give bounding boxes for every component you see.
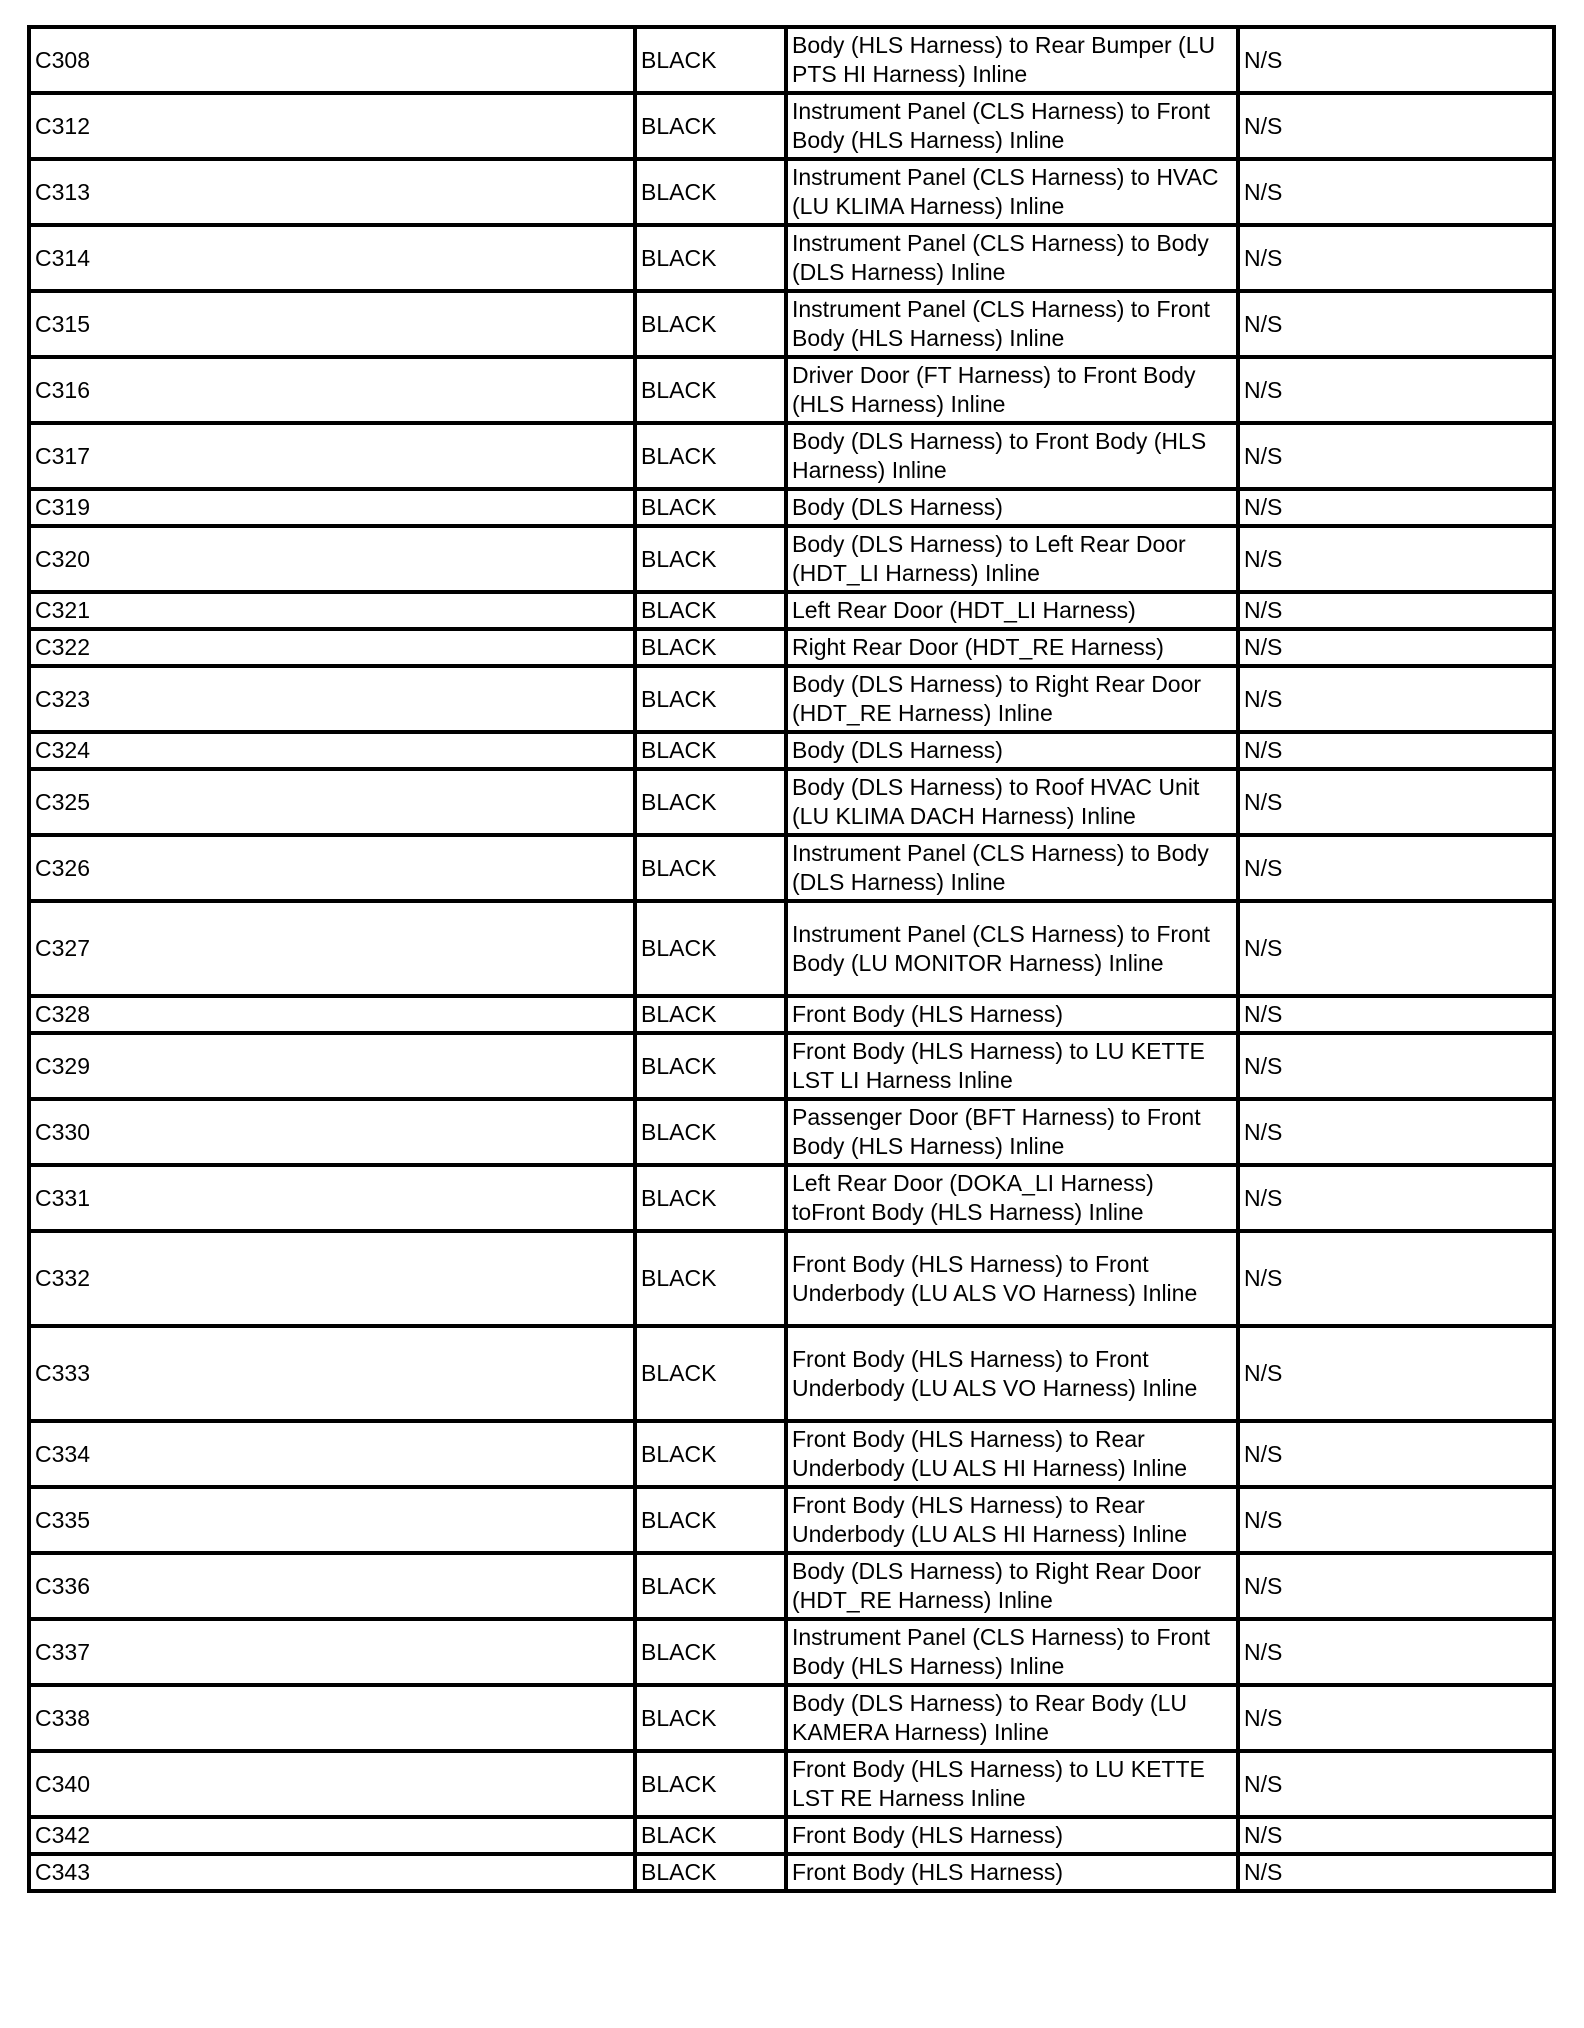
- connector-note-cell: N/S: [1238, 1619, 1554, 1685]
- connector-note-cell: N/S: [1238, 159, 1554, 225]
- table-row: [29, 732, 1554, 769]
- connector-description-cell: Front Body (HLS Harness) to Rear Underbody (LU ALS HI Harness) Inline: [786, 1487, 1238, 1553]
- connector-id-cell: C320: [29, 526, 635, 592]
- connector-note-cell: N/S: [1238, 1854, 1554, 1891]
- connector-description-cell: Front Body (HLS Harness) to Front Underbody (LU ALS VO Harness) Inline: [786, 1326, 1238, 1421]
- connector-description-cell: Body (DLS Harness): [786, 732, 1238, 769]
- connector-color-cell: BLACK: [635, 1685, 786, 1751]
- connector-color-cell: BLACK: [635, 27, 786, 93]
- connector-id-cell: C324: [29, 732, 635, 769]
- connector-id-cell: C325: [29, 769, 635, 835]
- connector-color-cell: BLACK: [635, 1487, 786, 1553]
- connector-id-cell: C317: [29, 423, 635, 489]
- connector-note-cell: N/S: [1238, 996, 1554, 1033]
- table-row: [29, 357, 1554, 423]
- connector-id-cell: C321: [29, 592, 635, 629]
- connector-id-cell: C342: [29, 1817, 635, 1854]
- connector-note-cell: N/S: [1238, 835, 1554, 901]
- connector-id-cell: C337: [29, 1619, 635, 1685]
- connector-note-cell: N/S: [1238, 526, 1554, 592]
- table-row: [29, 159, 1554, 225]
- connector-id-cell: C343: [29, 1854, 635, 1891]
- connector-color-cell: BLACK: [635, 629, 786, 666]
- connector-note-cell: N/S: [1238, 1165, 1554, 1231]
- table-row: [29, 1099, 1554, 1165]
- connector-note-cell: N/S: [1238, 1685, 1554, 1751]
- table-row: [29, 93, 1554, 159]
- connector-color-cell: BLACK: [635, 489, 786, 526]
- table-row: [29, 1685, 1554, 1751]
- connector-id-cell: C319: [29, 489, 635, 526]
- table-row: [29, 666, 1554, 732]
- connector-id-cell: C331: [29, 1165, 635, 1231]
- table-row: [29, 1421, 1554, 1487]
- table-row: [29, 1033, 1554, 1099]
- connector-id-cell: C313: [29, 159, 635, 225]
- connector-note-cell: N/S: [1238, 1487, 1554, 1553]
- connector-id-cell: C316: [29, 357, 635, 423]
- table-row: [29, 901, 1554, 996]
- connector-table-page: [27, 25, 1552, 1893]
- connector-note-cell: N/S: [1238, 357, 1554, 423]
- connector-description-cell: Left Rear Door (DOKA_LI Harness) toFront Body (HLS Harness) Inline: [786, 1165, 1238, 1231]
- connector-color-cell: BLACK: [635, 357, 786, 423]
- connector-id-cell: C327: [29, 901, 635, 996]
- table-row: [29, 835, 1554, 901]
- table-row: [29, 592, 1554, 629]
- connector-note-cell: N/S: [1238, 666, 1554, 732]
- connector-color-cell: BLACK: [635, 1817, 786, 1854]
- connector-note-cell: N/S: [1238, 1033, 1554, 1099]
- connector-description-cell: Front Body (HLS Harness) to Front Underbody (LU ALS VO Harness) Inline: [786, 1231, 1238, 1326]
- connector-table: [27, 25, 1556, 1893]
- connector-description-cell: Instrument Panel (CLS Harness) to Front Body (HLS Harness) Inline: [786, 291, 1238, 357]
- table-row: [29, 769, 1554, 835]
- table-row: [29, 1231, 1554, 1326]
- connector-id-cell: C333: [29, 1326, 635, 1421]
- connector-note-cell: N/S: [1238, 1751, 1554, 1817]
- connector-description-cell: Instrument Panel (CLS Harness) to HVAC (LU KLIMA Harness) Inline: [786, 159, 1238, 225]
- connector-note-cell: N/S: [1238, 901, 1554, 996]
- connector-color-cell: BLACK: [635, 1165, 786, 1231]
- connector-color-cell: BLACK: [635, 835, 786, 901]
- connector-id-cell: C322: [29, 629, 635, 666]
- connector-description-cell: Body (HLS Harness) to Rear Bumper (LU PTS HI Harness) Inline: [786, 27, 1238, 93]
- connector-id-cell: C334: [29, 1421, 635, 1487]
- connector-description-cell: Body (DLS Harness): [786, 489, 1238, 526]
- connector-note-cell: N/S: [1238, 225, 1554, 291]
- connector-note-cell: N/S: [1238, 1817, 1554, 1854]
- connector-color-cell: BLACK: [635, 1854, 786, 1891]
- connector-id-cell: C326: [29, 835, 635, 901]
- connector-color-cell: BLACK: [635, 159, 786, 225]
- connector-color-cell: BLACK: [635, 1231, 786, 1326]
- connector-description-cell: Body (DLS Harness) to Right Rear Door (HDT_RE Harness) Inline: [786, 1553, 1238, 1619]
- connector-color-cell: BLACK: [635, 1099, 786, 1165]
- connector-description-cell: Front Body (HLS Harness): [786, 996, 1238, 1033]
- connector-color-cell: BLACK: [635, 93, 786, 159]
- connector-color-cell: BLACK: [635, 901, 786, 996]
- connector-color-cell: BLACK: [635, 769, 786, 835]
- connector-description-cell: Left Rear Door (HDT_LI Harness): [786, 592, 1238, 629]
- connector-color-cell: BLACK: [635, 225, 786, 291]
- table-body: [29, 27, 1554, 1891]
- connector-color-cell: BLACK: [635, 996, 786, 1033]
- connector-description-cell: Body (DLS Harness) to Right Rear Door (HDT_RE Harness) Inline: [786, 666, 1238, 732]
- connector-note-cell: N/S: [1238, 1231, 1554, 1326]
- connector-color-cell: BLACK: [635, 592, 786, 629]
- connector-color-cell: BLACK: [635, 1619, 786, 1685]
- table-row: [29, 291, 1554, 357]
- connector-color-cell: BLACK: [635, 423, 786, 489]
- connector-description-cell: Front Body (HLS Harness) to Rear Underbody (LU ALS HI Harness) Inline: [786, 1421, 1238, 1487]
- table-row: [29, 1553, 1554, 1619]
- table-row: [29, 27, 1554, 93]
- connector-note-cell: N/S: [1238, 629, 1554, 666]
- table-row: [29, 1487, 1554, 1553]
- connector-description-cell: Body (DLS Harness) to Front Body (HLS Harness) Inline: [786, 423, 1238, 489]
- table-row: [29, 1619, 1554, 1685]
- table-row: [29, 1751, 1554, 1817]
- table-row: [29, 629, 1554, 666]
- table-row: [29, 996, 1554, 1033]
- connector-color-cell: BLACK: [635, 732, 786, 769]
- connector-description-cell: Right Rear Door (HDT_RE Harness): [786, 629, 1238, 666]
- connector-note-cell: N/S: [1238, 1326, 1554, 1421]
- connector-id-cell: C314: [29, 225, 635, 291]
- table-row: [29, 1817, 1554, 1854]
- connector-id-cell: C308: [29, 27, 635, 93]
- connector-description-cell: Instrument Panel (CLS Harness) to Body (DLS Harness) Inline: [786, 835, 1238, 901]
- connector-description-cell: Body (DLS Harness) to Rear Body (LU KAMERA Harness) Inline: [786, 1685, 1238, 1751]
- table-row: [29, 1165, 1554, 1231]
- connector-note-cell: N/S: [1238, 1099, 1554, 1165]
- table-row: [29, 423, 1554, 489]
- connector-color-cell: BLACK: [635, 1751, 786, 1817]
- connector-id-cell: C329: [29, 1033, 635, 1099]
- connector-note-cell: N/S: [1238, 1553, 1554, 1619]
- connector-color-cell: BLACK: [635, 1033, 786, 1099]
- connector-description-cell: Instrument Panel (CLS Harness) to Body (DLS Harness) Inline: [786, 225, 1238, 291]
- connector-note-cell: N/S: [1238, 93, 1554, 159]
- connector-description-cell: Body (DLS Harness) to Roof HVAC Unit (LU KLIMA DACH Harness) Inline: [786, 769, 1238, 835]
- connector-description-cell: Driver Door (FT Harness) to Front Body (HLS Harness) Inline: [786, 357, 1238, 423]
- connector-description-cell: Instrument Panel (CLS Harness) to Front Body (LU MONITOR Harness) Inline: [786, 901, 1238, 996]
- connector-id-cell: C315: [29, 291, 635, 357]
- table-row: [29, 1854, 1554, 1891]
- connector-note-cell: N/S: [1238, 291, 1554, 357]
- connector-id-cell: C323: [29, 666, 635, 732]
- table-row: [29, 1326, 1554, 1421]
- connector-color-cell: BLACK: [635, 526, 786, 592]
- connector-note-cell: N/S: [1238, 592, 1554, 629]
- table-row: [29, 225, 1554, 291]
- connector-description-cell: Body (DLS Harness) to Left Rear Door (HDT_LI Harness) Inline: [786, 526, 1238, 592]
- connector-color-cell: BLACK: [635, 291, 786, 357]
- connector-note-cell: N/S: [1238, 1421, 1554, 1487]
- connector-id-cell: C340: [29, 1751, 635, 1817]
- connector-color-cell: BLACK: [635, 666, 786, 732]
- connector-description-cell: Front Body (HLS Harness): [786, 1854, 1238, 1891]
- connector-description-cell: Instrument Panel (CLS Harness) to Front Body (HLS Harness) Inline: [786, 93, 1238, 159]
- connector-id-cell: C312: [29, 93, 635, 159]
- connector-description-cell: Front Body (HLS Harness) to LU KETTE LST LI Harness Inline: [786, 1033, 1238, 1099]
- connector-color-cell: BLACK: [635, 1421, 786, 1487]
- connector-color-cell: BLACK: [635, 1553, 786, 1619]
- connector-note-cell: N/S: [1238, 732, 1554, 769]
- connector-id-cell: C328: [29, 996, 635, 1033]
- connector-description-cell: Passenger Door (BFT Harness) to Front Body (HLS Harness) Inline: [786, 1099, 1238, 1165]
- connector-id-cell: C336: [29, 1553, 635, 1619]
- table-row: [29, 489, 1554, 526]
- connector-color-cell: BLACK: [635, 1326, 786, 1421]
- connector-id-cell: C335: [29, 1487, 635, 1553]
- connector-note-cell: N/S: [1238, 423, 1554, 489]
- connector-id-cell: C332: [29, 1231, 635, 1326]
- connector-note-cell: N/S: [1238, 489, 1554, 526]
- connector-id-cell: C338: [29, 1685, 635, 1751]
- connector-id-cell: C330: [29, 1099, 635, 1165]
- connector-description-cell: Front Body (HLS Harness): [786, 1817, 1238, 1854]
- table-row: [29, 526, 1554, 592]
- connector-note-cell: N/S: [1238, 769, 1554, 835]
- connector-description-cell: Instrument Panel (CLS Harness) to Front Body (HLS Harness) Inline: [786, 1619, 1238, 1685]
- connector-description-cell: Front Body (HLS Harness) to LU KETTE LST RE Harness Inline: [786, 1751, 1238, 1817]
- connector-note-cell: N/S: [1238, 27, 1554, 93]
